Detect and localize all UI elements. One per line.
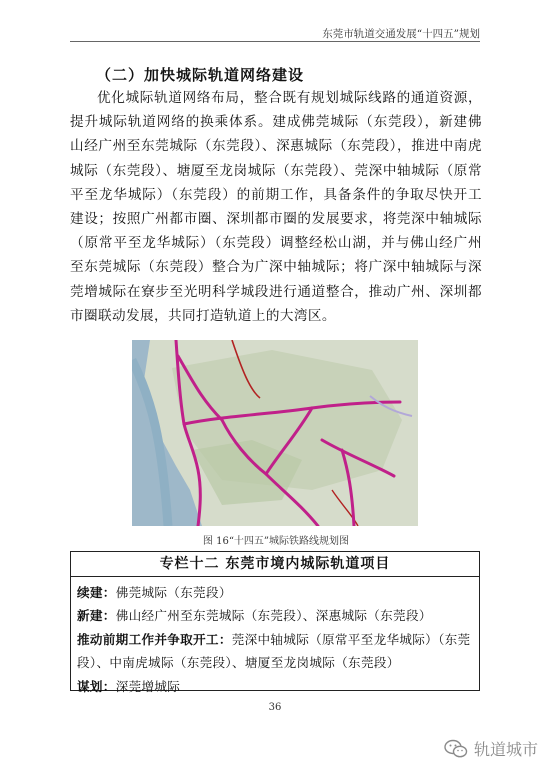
box-row xyxy=(77,675,473,698)
box-row xyxy=(77,628,473,675)
watermark xyxy=(444,737,538,760)
row-text: 佛山经广州至东莞城际（东莞段）、深惠城际（东莞段） xyxy=(115,608,432,624)
project-sidebar-box xyxy=(70,551,480,694)
row-text: 莞深中轴城际（原常平至龙华城际）（东莞段）、中南虎城际（东莞段）、塘厦至龙岗城际（东莞段） xyxy=(77,631,471,671)
map-graphic xyxy=(132,340,418,526)
row-label: 推动前期工作并争取开工： xyxy=(77,631,232,647)
page-number: 36 xyxy=(268,702,282,713)
running-header: 东莞市轨道交通发展“十四五”规划 xyxy=(322,28,480,40)
section-title: （二）加快城际轨道网络建设 xyxy=(96,66,305,84)
watermark-text: 轨道城市 xyxy=(473,740,538,759)
figure-caption: 图 16“十四五”城际铁路线规划图 xyxy=(202,536,350,547)
body-paragraph: 优化城际轨道网络布局，整合既有规划城际线路的通道资源，提升城际轨道网络的换乘体系。建成佛莞城际（东莞段），新建佛山经广州至东莞城际（东莞段）、深惠城际（东莞段），推进中南虎城际（东莞段）、塘厦至龙岗城际（东莞段）、莞深中轴城际（原常平至龙华城际）（东莞段）的前期工作，具备条件的争取尽快开工建设；按照广州都市圈、深圳都市圈的发展要求，将莞深中轴城际（原常平至龙华城际）（东莞段）调整经松山湖，并与佛山经广州至东莞城际（东莞段）整合为广深中轴城际；将广深中轴城际与深莞增城际在寮步至光明科学城段进行通道整合，推动广州、深圳都市圈联动发展，共同打造轨道上的大湾区。 xyxy=(70,90,482,324)
box-row xyxy=(77,604,473,627)
box-body xyxy=(71,577,479,698)
box-row xyxy=(77,581,473,604)
row-label: 续建： xyxy=(77,585,116,600)
row-text: 深莞增城际 xyxy=(115,678,181,694)
wechat-icon xyxy=(444,739,468,759)
row-text: 佛莞城际（东莞段） xyxy=(115,585,232,600)
row-label: 谋划： xyxy=(77,678,116,694)
header-divider xyxy=(70,41,480,42)
box-title: 专栏十二 东莞市境内城际轨道项目 xyxy=(71,552,479,577)
intercity-rail-map xyxy=(132,340,418,526)
row-label: 新建： xyxy=(77,608,116,624)
